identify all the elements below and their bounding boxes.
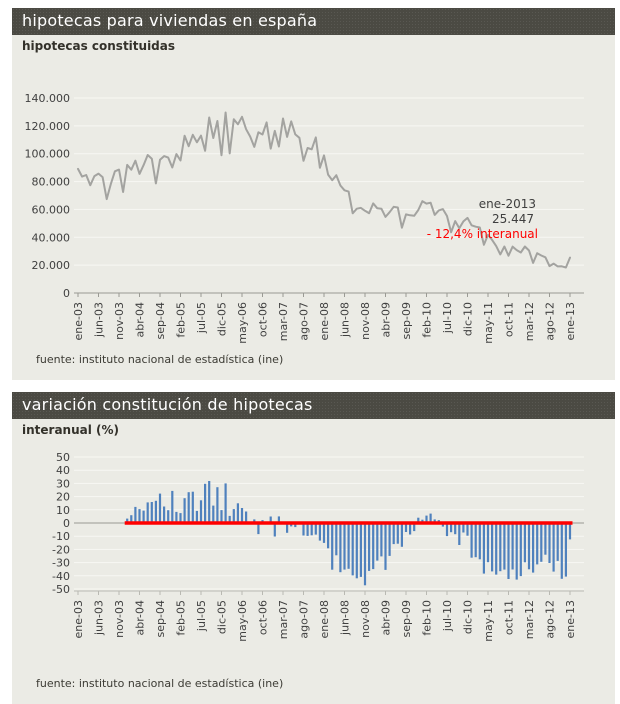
svg-text:ene-08: ene-08	[318, 302, 331, 341]
svg-text:may-06: may-06	[236, 302, 249, 344]
svg-text:ago-07: ago-07	[297, 600, 311, 639]
svg-text:mar-07: mar-07	[277, 302, 290, 342]
svg-text:abr-04: abr-04	[133, 600, 147, 636]
svg-text:jul-05: jul-05	[195, 600, 208, 632]
svg-text:abr-04: abr-04	[133, 302, 147, 338]
svg-text:-20: -20	[52, 543, 70, 557]
svg-text:nov-08: nov-08	[359, 302, 372, 340]
variation-source: fuente: instituto nacional de estadística (ine)	[36, 677, 284, 690]
svg-text:20: 20	[56, 490, 70, 504]
svg-text:jun-03: jun-03	[92, 600, 106, 635]
svg-text:0: 0	[63, 517, 70, 530]
svg-text:80.000: 80.000	[31, 175, 70, 189]
svg-text:may-11: may-11	[482, 302, 495, 344]
mortgages-line-chart	[12, 53, 610, 353]
svg-text:ago-12: ago-12	[543, 600, 557, 639]
svg-text:dic-05: dic-05	[215, 302, 229, 337]
mortgages-panel-title: hipotecas para viviendas en españa	[12, 8, 615, 35]
svg-text:50: 50	[56, 451, 70, 464]
svg-text:-30: -30	[52, 556, 70, 570]
svg-text:30: 30	[56, 477, 70, 491]
svg-text:ene-13: ene-13	[564, 302, 577, 341]
svg-text:jul-10: jul-10	[441, 302, 454, 334]
svg-text:jun-03: jun-03	[92, 302, 106, 337]
svg-text:-50: -50	[52, 583, 70, 596]
svg-text:jun-08: jun-08	[338, 600, 352, 635]
svg-text:may-11: may-11	[482, 600, 495, 642]
svg-text:may-06: may-06	[236, 600, 249, 642]
variation-panel-title: variación constitución de hipotecas	[12, 392, 615, 419]
svg-text:25.447: 25.447	[492, 212, 534, 226]
svg-text:sep-09: sep-09	[400, 600, 413, 638]
svg-text:feb-05: feb-05	[174, 600, 188, 636]
svg-text:0: 0	[63, 287, 70, 300]
svg-text:dic-05: dic-05	[215, 600, 229, 635]
svg-text:sep-04: sep-04	[154, 302, 167, 340]
svg-text:ene-13: ene-13	[564, 600, 577, 639]
mortgages-panel-subtitle: hipotecas constituidas	[22, 39, 176, 53]
svg-text:- 12,4% interanual: - 12,4% interanual	[426, 227, 538, 241]
svg-text:dic-10: dic-10	[461, 600, 475, 635]
svg-text:100.000: 100.000	[24, 147, 70, 161]
svg-text:-10: -10	[52, 530, 70, 544]
svg-text:oct-11: oct-11	[502, 302, 516, 338]
svg-text:ene-08: ene-08	[318, 600, 331, 639]
svg-text:20.000: 20.000	[31, 259, 70, 273]
svg-text:120.000: 120.000	[24, 119, 70, 133]
variation-panel-subtitle: interanual (%)	[22, 423, 120, 437]
svg-text:sep-09: sep-09	[400, 302, 413, 340]
svg-text:40.000: 40.000	[31, 231, 70, 245]
svg-text:jun-08: jun-08	[338, 302, 352, 337]
svg-text:ene-2013: ene-2013	[478, 197, 536, 211]
svg-text:mar-12: mar-12	[523, 302, 536, 342]
mortgages-panel	[12, 8, 615, 380]
svg-text:feb-10: feb-10	[420, 600, 434, 636]
svg-text:nov-03: nov-03	[113, 302, 126, 340]
svg-text:ene-03: ene-03	[72, 302, 85, 341]
svg-text:jul-05: jul-05	[195, 302, 208, 334]
svg-text:jul-10: jul-10	[441, 600, 454, 632]
svg-text:ago-07: ago-07	[297, 302, 311, 341]
svg-text:140.000: 140.000	[24, 92, 70, 105]
svg-text:oct-06: oct-06	[256, 600, 270, 636]
svg-text:60.000: 60.000	[31, 203, 70, 217]
svg-text:dic-10: dic-10	[461, 302, 475, 337]
svg-text:oct-06: oct-06	[256, 302, 270, 338]
mortgages-source: fuente: instituto nacional de estadística (ine)	[36, 353, 284, 366]
svg-text:mar-07: mar-07	[277, 600, 290, 640]
svg-text:ene-03: ene-03	[72, 600, 85, 639]
variation-panel	[12, 392, 615, 704]
svg-text:feb-10: feb-10	[420, 302, 434, 338]
svg-text:-40: -40	[52, 569, 70, 583]
svg-text:sep-04: sep-04	[154, 600, 167, 638]
svg-text:abr-09: abr-09	[379, 600, 393, 636]
svg-text:mar-12: mar-12	[523, 600, 536, 640]
svg-text:ago-12: ago-12	[543, 302, 557, 341]
svg-text:nov-08: nov-08	[359, 600, 372, 638]
svg-text:abr-09: abr-09	[379, 302, 393, 338]
svg-text:nov-03: nov-03	[113, 600, 126, 638]
svg-text:10: 10	[56, 503, 70, 517]
svg-text:feb-05: feb-05	[174, 302, 188, 338]
variation-bar-chart	[12, 437, 610, 677]
svg-text:40: 40	[56, 464, 70, 478]
svg-text:oct-11: oct-11	[502, 600, 516, 636]
